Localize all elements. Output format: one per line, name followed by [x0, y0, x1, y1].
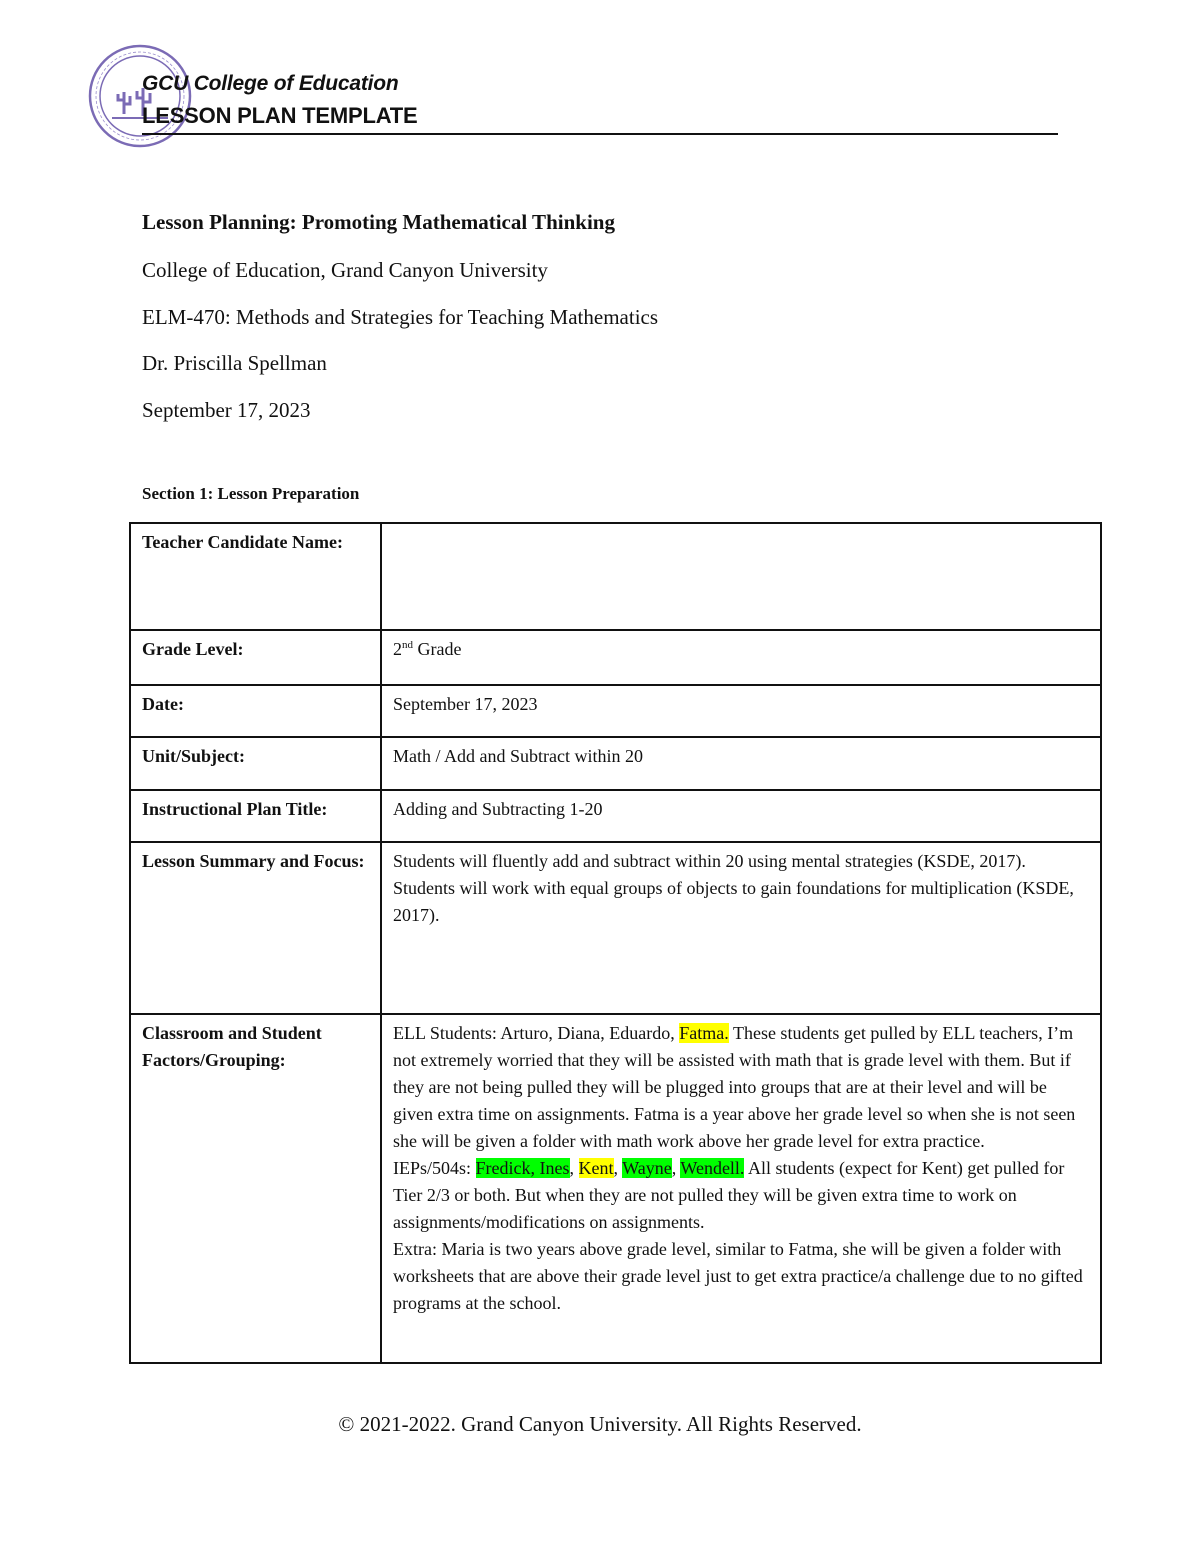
section-heading: Section 1: Lesson Preparation: [142, 484, 360, 503]
table-row: [130, 1014, 1101, 1363]
table-row: [130, 737, 1101, 790]
teacher-name-value: [381, 523, 1101, 630]
header-rule: [142, 133, 1058, 135]
grade-number: 2: [393, 639, 402, 659]
grade-suffix: nd: [402, 639, 413, 651]
ell-paragraph: [393, 1020, 1090, 1155]
iep-prefix: IEPs/504s:: [393, 1158, 476, 1178]
course-line: ELM-470: Methods and Strategies for Teaching Mathematics: [142, 305, 659, 329]
ell-rest: These students get pulled by ELL teachers, I’m not extremely worried that they will be assisted with math that is grade level with them. But if they are not being pulled they will be plugged into groups that are at their level and will be given extra time on assignments. Fatma is a year above her grade level so when she is not seen she will be given a folder with math work above her grade level for extra practice.: [393, 1023, 1076, 1151]
unit-subject-label: Unit/Subject:: [130, 737, 381, 790]
highlight-wayne: Wayne: [622, 1158, 672, 1178]
table-row: [130, 630, 1101, 685]
highlight-kent: Kent: [578, 1158, 614, 1178]
college-heading: GCU College of Education: [142, 72, 399, 95]
table-row: [130, 842, 1101, 1014]
institution-line: College of Education, Grand Canyon University: [142, 258, 548, 282]
date-label: Date:: [130, 685, 381, 737]
iep-comma: ,: [569, 1158, 579, 1178]
template-heading: LESSON PLAN TEMPLATE: [142, 103, 418, 128]
unit-subject-value: Math / Add and Subtract within 20: [381, 737, 1101, 790]
iep-rest: All students (expect for Kent) get pulled for Tier 2/3 or both. But when they are not pulled they will be given extra time to work on assignments/modifications on assignments.: [393, 1158, 1065, 1232]
summary-value: Students will fluently add and subtract within 20 using mental strategies (KSDE, 2017). Students will work with equal groups of objects to gain foundations for multiplication (KSDE, 2017).: [381, 842, 1101, 1014]
highlight-fredick-ines: Fredick, Ines: [475, 1158, 570, 1178]
extra-paragraph: Extra: Maria is two years above grade level, similar to Fatma, she will be given a folder with worksheets that are above their grade level just to get extra practice/a challenge due to no gifted programs at the school.: [393, 1239, 1083, 1313]
plan-title-value: Adding and Subtracting 1-20: [381, 790, 1101, 842]
instructor-line: Dr. Priscilla Spellman: [142, 351, 327, 375]
iep-comma: ,: [671, 1158, 681, 1178]
iep-comma: ,: [613, 1158, 623, 1178]
teacher-name-label: Teacher Candidate Name:: [130, 523, 381, 630]
grade-level-label: Grade Level:: [130, 630, 381, 685]
highlight-wendell: Wendell.: [680, 1158, 745, 1178]
lesson-preparation-table: [129, 522, 1102, 1364]
ell-prefix: ELL Students: Arturo, Diana, Eduardo,: [393, 1023, 680, 1043]
document-title: Lesson Planning: Promoting Mathematical Thinking: [142, 210, 615, 234]
grade-word: Grade: [413, 639, 462, 659]
copyright-footer: © 2021-2022. Grand Canyon University. All Rights Reserved.: [338, 1412, 862, 1436]
iep-paragraph: [393, 1155, 1090, 1236]
grade-level-value: [381, 630, 1101, 685]
highlight-fatma: Fatma.: [679, 1023, 729, 1043]
table-row: [130, 790, 1101, 842]
date-value: September 17, 2023: [381, 685, 1101, 737]
summary-label: Lesson Summary and Focus:: [130, 842, 381, 1014]
factors-label: Classroom and Student Factors/Grouping:: [130, 1014, 381, 1363]
table-row: [130, 523, 1101, 630]
table-row: [130, 685, 1101, 737]
plan-title-label: Instructional Plan Title:: [130, 790, 381, 842]
factors-value: [381, 1014, 1101, 1363]
date-line: September 17, 2023: [142, 398, 311, 422]
